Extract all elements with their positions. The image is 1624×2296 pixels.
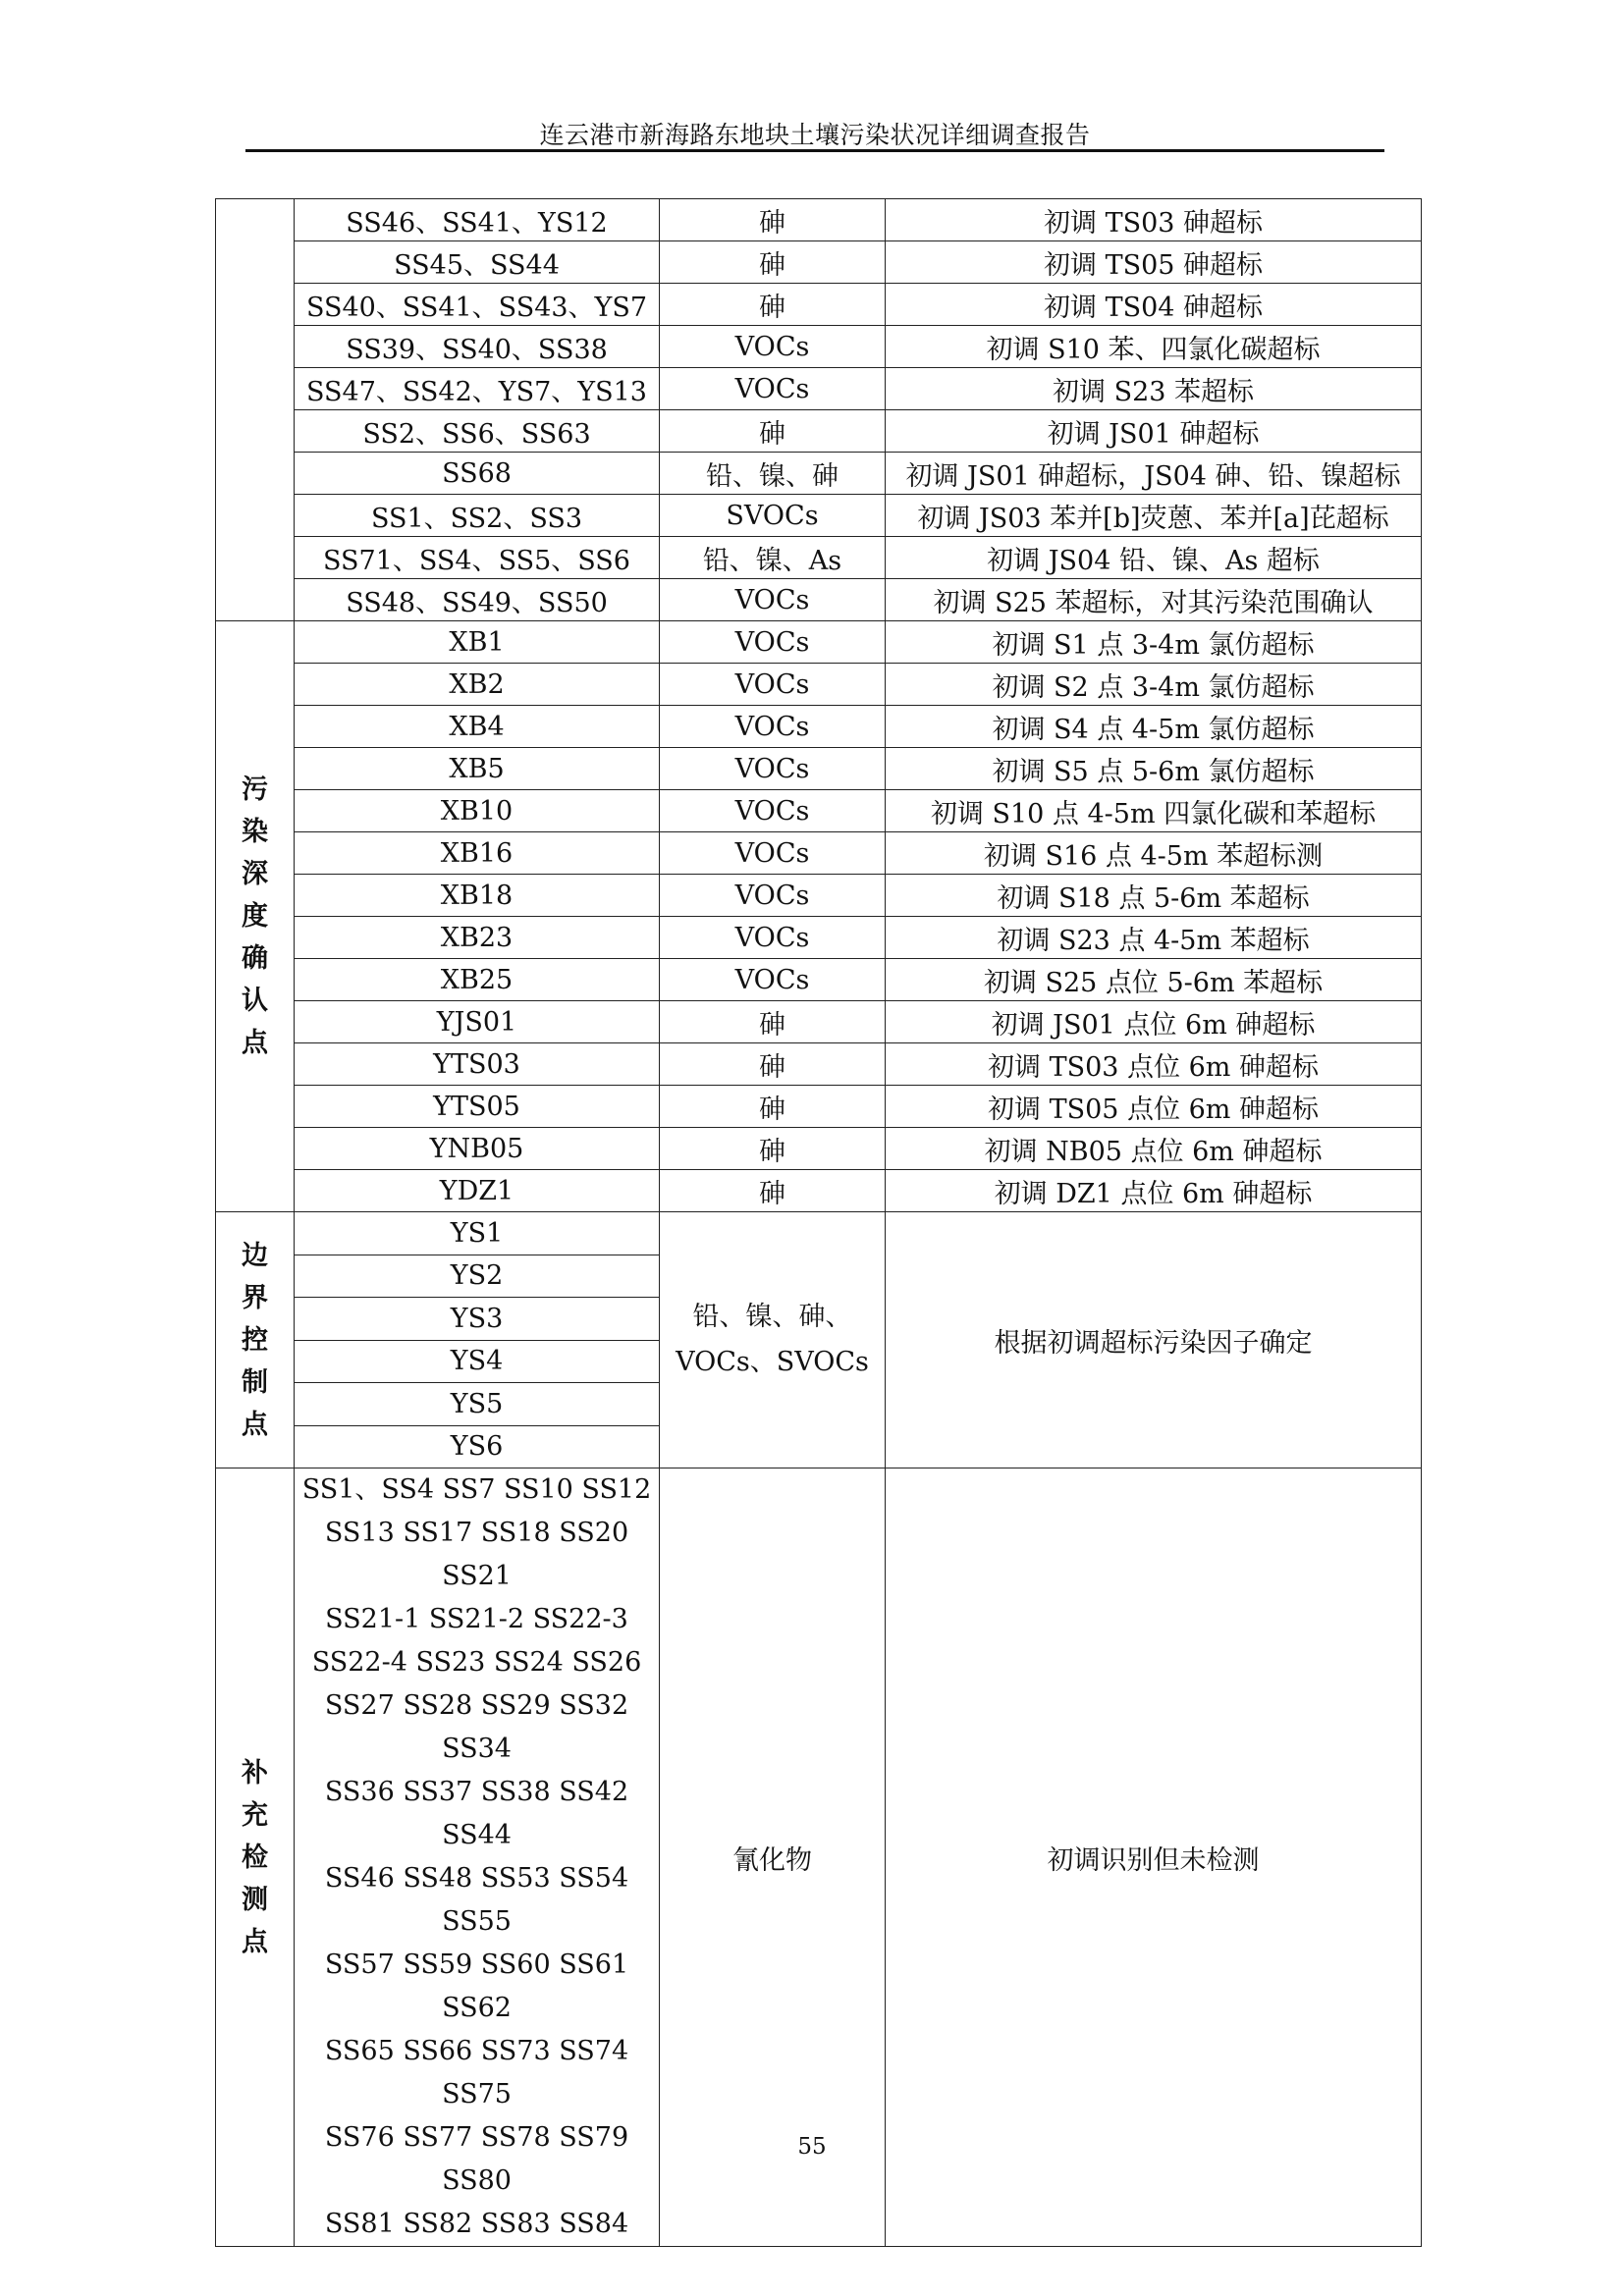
category-char: 点 xyxy=(242,1926,268,1957)
points-line: SS22-4 SS23 SS24 SS26 xyxy=(311,1647,642,1678)
table-row xyxy=(216,832,1422,875)
factor-cell: 砷 xyxy=(660,1001,886,1043)
points-line: SS57 SS59 SS60 SS61 SS62 xyxy=(324,1949,629,2023)
category-char: 染 xyxy=(242,817,268,847)
table-row xyxy=(216,199,1422,241)
basis-cell: 初调 TS04 砷超标 xyxy=(886,284,1422,326)
factor-cell: VOCs xyxy=(660,706,886,748)
points-cell: XB10 xyxy=(295,790,660,832)
table-row xyxy=(216,537,1422,579)
points-line: SS36 SS37 SS38 SS42 SS44 xyxy=(324,1777,629,1850)
category-char: 充 xyxy=(242,1799,268,1831)
basis-cell: 初调 JS03 苯并[b]荧蒽、苯并[a]芘超标 xyxy=(886,495,1422,537)
table-row xyxy=(216,495,1422,537)
table-row xyxy=(216,1170,1422,1212)
factor-cell: VOCs xyxy=(660,832,886,875)
factor-cell: 砷 xyxy=(660,199,886,241)
factor-cell: VOCs xyxy=(660,917,886,959)
points-line: SS65 SS66 SS73 SS74 SS75 xyxy=(324,2036,629,2109)
header-rule xyxy=(245,149,1384,152)
basis-cell: 初调 S18 点 5-6m 苯超标 xyxy=(886,875,1422,917)
points-line: SS46 SS48 SS53 SS54 SS55 xyxy=(324,1863,629,1937)
category-char: 污 xyxy=(242,774,268,805)
points-cell: YJS01 xyxy=(295,1001,660,1043)
category-char: 确 xyxy=(242,943,268,974)
basis-cell: 初调 S25 点位 5-6m 苯超标 xyxy=(886,959,1422,1001)
basis-cell: 初调 S2 点 3-4m 氯仿超标 xyxy=(886,664,1422,706)
points-cell: YS4 xyxy=(295,1340,660,1383)
points-cell: XB16 xyxy=(295,832,660,875)
table-row xyxy=(216,1086,1422,1128)
factor-cell: VOCs xyxy=(660,790,886,832)
basis-cell: 初调 S5 点 5-6m 氯仿超标 xyxy=(886,748,1422,790)
basis-cell: 初调 JS04 铅、镍、As 超标 xyxy=(886,537,1422,579)
category-char: 界 xyxy=(242,1282,268,1313)
points-cell: XB1 xyxy=(295,621,660,664)
factor-cell: VOCs xyxy=(660,664,886,706)
table-row xyxy=(216,1212,1422,1255)
category-char: 度 xyxy=(242,901,268,932)
points-cell: YS5 xyxy=(295,1383,660,1426)
points-cell: YDZ1 xyxy=(295,1170,660,1212)
points-cell: YS3 xyxy=(295,1298,660,1341)
table-row xyxy=(216,1043,1422,1086)
category-boundary-control xyxy=(216,1212,295,1468)
basis-cell: 初调 S10 点 4-5m 四氯化碳和苯超标 xyxy=(886,790,1422,832)
table-row xyxy=(216,917,1422,959)
basis-cell: 初调 S23 苯超标 xyxy=(886,368,1422,410)
basis-cell: 初调识别但未检测 xyxy=(886,1468,1422,2247)
points-list-cell xyxy=(295,1468,660,2247)
basis-cell: 初调 JS01 砷超标 xyxy=(886,410,1422,453)
basis-cell: 初调 S4 点 4-5m 氯仿超标 xyxy=(886,706,1422,748)
factor-cell: 氰化物 xyxy=(660,1468,886,2247)
points-line: SS81 SS82 SS83 SS84 xyxy=(324,2209,629,2239)
points-cell: YTS05 xyxy=(295,1086,660,1128)
category-char: 测 xyxy=(242,1884,268,1915)
points-cell: YTS03 xyxy=(295,1043,660,1086)
points-cell: XB18 xyxy=(295,875,660,917)
factor-cell: 砷 xyxy=(660,1170,886,1212)
basis-cell: 初调 TS05 点位 6m 砷超标 xyxy=(886,1086,1422,1128)
factor-cell: 砷 xyxy=(660,241,886,284)
points-cell: SS47、SS42、YS7、YS13 xyxy=(295,368,660,410)
basis-cell: 初调 TS03 砷超标 xyxy=(886,199,1422,241)
points-line: SS13 SS17 SS18 SS20 SS21 xyxy=(324,1518,629,1591)
basis-cell: 初调 S16 点 4-5m 苯超标测 xyxy=(886,832,1422,875)
factor-cell: VOCs xyxy=(660,748,886,790)
table-row xyxy=(216,1128,1422,1170)
points-cell: SS45、SS44 xyxy=(295,241,660,284)
factor-cell: 砷 xyxy=(660,284,886,326)
points-cell: XB23 xyxy=(295,917,660,959)
basis-cell: 初调 S1 点 3-4m 氯仿超标 xyxy=(886,621,1422,664)
basis-cell: 根据初调超标污染因子确定 xyxy=(886,1212,1422,1468)
factor-cell: SVOCs xyxy=(660,495,886,537)
points-line: SS27 SS28 SS29 SS32 SS34 xyxy=(324,1690,629,1764)
points-cell: SS68 xyxy=(295,453,660,495)
table-row xyxy=(216,579,1422,621)
factor-cell: 砷 xyxy=(660,410,886,453)
table-row xyxy=(216,621,1422,664)
category-char: 边 xyxy=(242,1240,268,1271)
basis-cell: 初调 JS01 砷超标，JS04 砷、铅、镍超标 xyxy=(886,453,1422,495)
factor-cell: VOCs xyxy=(660,326,886,368)
points-cell: SS39、SS40、SS38 xyxy=(295,326,660,368)
factor-cell: 铅、镍、砷 xyxy=(660,453,886,495)
category-char: 深 xyxy=(242,859,268,889)
points-cell: SS46、SS41、YS12 xyxy=(295,199,660,241)
table-row xyxy=(216,748,1422,790)
points-line: SS76 SS77 SS78 SS79 SS80 xyxy=(324,2122,629,2196)
points-line: SS1、SS4 SS7 SS10 SS12 xyxy=(301,1474,652,1505)
table-row xyxy=(216,326,1422,368)
table-row xyxy=(216,368,1422,410)
table-row xyxy=(216,241,1422,284)
table-row xyxy=(216,453,1422,495)
basis-cell: 初调 JS01 点位 6m 砷超标 xyxy=(886,1001,1422,1043)
basis-cell: 初调 NB05 点位 6m 砷超标 xyxy=(886,1128,1422,1170)
sampling-points-table xyxy=(215,198,1422,2247)
page-header-title: 连云港市新海路东地块土壤污染状况详细调查报告 xyxy=(539,121,1091,149)
factor-cell xyxy=(660,1212,886,1468)
factor-cell: VOCs xyxy=(660,368,886,410)
table-row xyxy=(216,790,1422,832)
table-row xyxy=(216,875,1422,917)
table-row xyxy=(216,706,1422,748)
basis-cell: 初调 TS05 砷超标 xyxy=(886,241,1422,284)
factor-cell: VOCs xyxy=(660,875,886,917)
points-cell: XB4 xyxy=(295,706,660,748)
points-cell: YNB05 xyxy=(295,1128,660,1170)
points-cell: SS1、SS2、SS3 xyxy=(295,495,660,537)
points-cell: YS1 xyxy=(295,1212,660,1255)
points-cell: YS6 xyxy=(295,1425,660,1468)
points-cell: SS48、SS49、SS50 xyxy=(295,579,660,621)
points-cell: YS2 xyxy=(295,1255,660,1298)
category-char: 制 xyxy=(242,1366,268,1398)
factor-cell: 铅、镍、As xyxy=(660,537,886,579)
category-cell xyxy=(216,199,295,621)
points-cell: SS40、SS41、SS43、YS7 xyxy=(295,284,660,326)
points-cell: SS71、SS4、SS5、SS6 xyxy=(295,537,660,579)
category-char: 控 xyxy=(242,1324,268,1356)
points-line: SS21-1 SS21-2 SS22-3 xyxy=(325,1604,628,1634)
factor-cell: 砷 xyxy=(660,1086,886,1128)
factor-line: 铅、镍、砷、 xyxy=(692,1302,852,1332)
basis-cell: 初调 TS03 点位 6m 砷超标 xyxy=(886,1043,1422,1086)
factor-cell: VOCs xyxy=(660,959,886,1001)
category-supplementary-detection xyxy=(216,1468,295,2247)
basis-cell: 初调 S23 点 4-5m 苯超标 xyxy=(886,917,1422,959)
page-number: 55 xyxy=(797,2134,827,2160)
category-char: 补 xyxy=(242,1757,268,1789)
category-char: 认 xyxy=(242,986,268,1016)
basis-cell: 初调 S25 苯超标，对其污染范围确认 xyxy=(886,579,1422,621)
category-char: 点 xyxy=(242,1028,268,1058)
points-cell: XB5 xyxy=(295,748,660,790)
category-depth-confirmation xyxy=(216,621,295,1212)
factor-cell: 砷 xyxy=(660,1043,886,1086)
basis-cell: 初调 S10 苯、四氯化碳超标 xyxy=(886,326,1422,368)
table-row xyxy=(216,284,1422,326)
basis-cell: 初调 DZ1 点位 6m 砷超标 xyxy=(886,1170,1422,1212)
points-cell: XB2 xyxy=(295,664,660,706)
table-row xyxy=(216,1468,1422,2247)
category-char: 点 xyxy=(242,1409,268,1440)
table-row xyxy=(216,959,1422,1001)
table-row xyxy=(216,1001,1422,1043)
factor-cell: VOCs xyxy=(660,621,886,664)
category-char: 检 xyxy=(242,1842,268,1873)
points-cell: SS2、SS6、SS63 xyxy=(295,410,660,453)
table-row xyxy=(216,664,1422,706)
factor-cell: 砷 xyxy=(660,1128,886,1170)
points-cell: XB25 xyxy=(295,959,660,1001)
table-row xyxy=(216,410,1422,453)
factor-line: VOCs、SVOCs xyxy=(676,1347,869,1377)
factor-cell: VOCs xyxy=(660,579,886,621)
